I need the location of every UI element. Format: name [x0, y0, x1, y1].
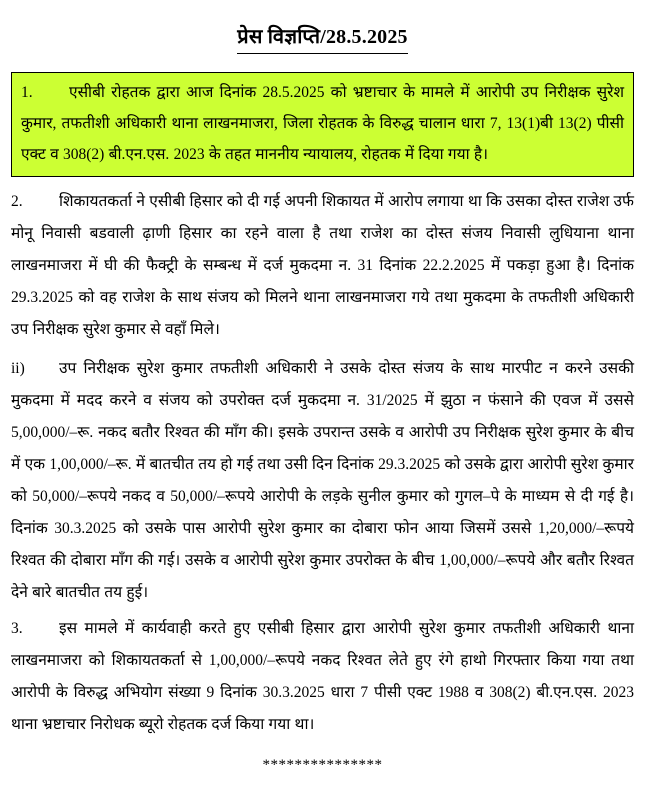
paragraph-2	[11, 186, 634, 346]
paragraph-ii	[11, 353, 634, 609]
paragraph-ii-block	[11, 353, 634, 609]
page-title-text: प्रेस विज्ञप्ति/28.5.2025	[237, 23, 408, 54]
paragraph-3-marker: 3.	[11, 620, 23, 637]
paragraph-ii-text: उप निरीक्षक सुरेश कुमार तफतीशी अधिकारी ने उसके दोस्त संजय के साथ मारपीट न करने उसकी मुकदमा में मदद करने व संजय को उपरोक्त दर्ज मुकदमा न. 31/2025 में झुठा न फंसाने की एवज में उससे 5,00,000/–रू. नकद बतौर रिश्वत की माँग की। इसके उपरान्त उसके व आरोपी उप निरीक्षक सुरेश कुमार के बीच में एक 1,00,000/–रू. में बातचीत तय हो गई तथा उसी दिन दिनांक 29.3.2025 को उसके द्वारा आरोपी सुरेश कुमार को 50,000/–रूपये नकद व 50,000/–रूपये आरोपी के लड़के सुनील कुमार को गुगल–पे के माध्यम से दी गई है। दिनांक 30.3.2025 को उसके पास आरोपी सुरेश कुमार का दोबारा फोन आया जिसमें उससे 1,20,000/–रूपये रिश्वत की दोबारा माँग की गई। उसके व आरोपी सुरेश कुमार उपरोक्त के बीच 1,00,000/–रूपये और बतौर रिश्वत देने बारे बातचीत तय हुई।	[11, 360, 634, 601]
paragraph-1-marker: 1.	[21, 84, 33, 101]
footer-separator: ***************	[262, 757, 383, 773]
paragraph-3-text: इस मामले में कार्यवाही करते हुए एसीबी हिसार द्वारा आरोपी सुरेश कुमार तफतीशी अधिकारी थाना लाखनमाजरा को शिकायतकर्ता से 1,00,000/–रूपये नकद रिश्वत लेते हुए रंगे हाथो गिरफ्तार किया गया तथा आरोपी के विरुद्ध अभियोग संख्या 9 दिनांक 30.3.2025 धारा 7 पीसी एक्ट 1988 व 308(2) बी.एन.एस. 2023 थाना भ्रष्टाचार निरोधक ब्यूरो रोहतक दर्ज किया गया था।	[11, 620, 634, 733]
highlighted-paragraph-1	[11, 72, 634, 177]
paragraph-2-block	[11, 186, 634, 346]
paragraph-2-marker: 2.	[11, 193, 23, 210]
paragraph-3	[11, 613, 634, 741]
paragraph-ii-marker: ii)	[11, 360, 25, 377]
page-title	[11, 0, 634, 54]
paragraph-3-block	[11, 613, 634, 741]
paragraph-2-text: शिकायतकर्ता ने एसीबी हिसार को दी गई अपनी शिकायत में आरोप लगाया था कि उसका दोस्त राजेश उर्फ मोनू निवासी बडवाली ढ़ाणी हिसार का रहने वाला है तथा राजेश का दोस्त संजय निवासी लुधियाना थाना लाखनमाजरा में घी की फैक्ट्री के सम्बन्ध में दर्ज मुकदमा न. 31 दिनांक 22.2.2025 में पकड़ा हुआ है। दिनांक 29.3.2025 को वह राजेश के साथ संजय को मिलने थाना लाखनमाजरा गये तथा मुकदमा के तफतीशी अधिकारी उप निरीक्षक सुरेश कुमार से वहाँ मिले।	[11, 193, 634, 338]
paragraph-1	[21, 77, 624, 170]
paragraph-1-text: एसीबी रोहतक द्वारा आज दिनांक 28.5.2025 को भ्रष्टाचार के मामले में आरोपी उप निरीक्षक सुरेश कुमार, तफतीशी अधिकारी थाना लाखनमाजरा, जिला रोहतक के विरुद्ध चालान धारा 7, 13(1)बी 13(2) पीसी एक्ट व 308(2) बी.एन.एस. 2023 के तहत माननीय न्यायालय, रोहतक में दिया गया है।	[21, 84, 624, 163]
